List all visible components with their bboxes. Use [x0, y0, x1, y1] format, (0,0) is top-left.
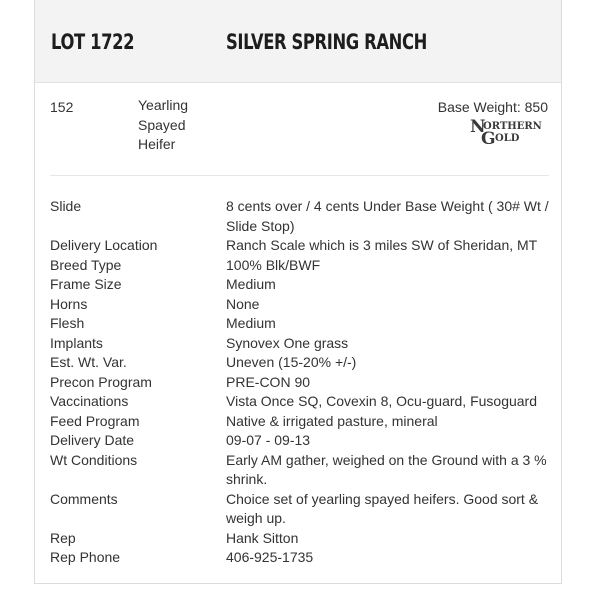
- detail-label: Est. Wt. Var.: [50, 354, 127, 370]
- detail-label: Delivery Location: [50, 237, 158, 253]
- detail-row: [50, 295, 550, 315]
- logo-text-part: N: [470, 117, 486, 137]
- northern-gold-logo: [468, 117, 550, 147]
- head-count: 152: [50, 99, 74, 115]
- detail-label: Comments: [50, 490, 118, 507]
- detail-row: [50, 490, 550, 529]
- logo-text-part: ORTHERN: [483, 121, 542, 132]
- detail-value: None: [226, 295, 260, 312]
- description-line: Spayed: [138, 116, 186, 133]
- detail-row: [50, 392, 550, 412]
- detail-value: PRE-CON 90: [226, 373, 311, 390]
- detail-value: Native & irrigated pasture, mineral: [226, 412, 438, 429]
- detail-label: Wt Conditions: [50, 451, 138, 468]
- detail-row: [50, 412, 550, 432]
- detail-row: [50, 451, 550, 490]
- detail-value: Medium: [226, 276, 276, 292]
- logo-text-part: G: [481, 129, 496, 147]
- detail-row: [50, 548, 550, 568]
- detail-row: [50, 275, 550, 295]
- detail-label: Flesh: [50, 315, 85, 331]
- cattle-description: [138, 96, 188, 155]
- detail-value: 09-07 - 09-13: [226, 432, 311, 448]
- detail-label: Delivery Date: [50, 432, 135, 448]
- detail-row: [50, 197, 550, 236]
- detail-label: Rep: [50, 529, 76, 546]
- detail-value: 8 cents over / 4 cents Under Base Weight ( 30# Wt / Slide Stop): [226, 198, 549, 234]
- detail-value: Choice set of yearling spayed heifers. Good sort & weigh up.: [226, 490, 539, 526]
- detail-row: [50, 431, 550, 451]
- ranch-name: SILVER SPRING RANCH: [226, 30, 427, 54]
- detail-row: [50, 529, 550, 549]
- lot-card: [34, 0, 562, 584]
- detail-row: [50, 314, 550, 334]
- detail-value: Uneven (15-20% +/-): [226, 354, 357, 370]
- detail-label: Rep Phone: [50, 549, 121, 565]
- detail-value: Vista Once SQ, Covexin 8, Ocu-guard, Fusoguard: [226, 393, 538, 409]
- detail-value: 100% Blk/BWF: [226, 256, 321, 273]
- detail-value: Hank Sitton: [226, 529, 299, 546]
- lot-details: [50, 197, 550, 568]
- logo-text-part: OLD: [495, 133, 520, 144]
- detail-label: Vaccinations: [50, 393, 129, 409]
- detail-label: Feed Program: [50, 412, 140, 429]
- detail-row: [50, 334, 550, 354]
- lot-number: LOT 1722: [51, 30, 135, 54]
- detail-row: [50, 256, 550, 276]
- section-divider: [50, 175, 549, 176]
- detail-label: Slide: [50, 198, 82, 214]
- detail-value: Ranch Scale which is 3 miles SW of Sheridan, MT: [226, 237, 538, 253]
- detail-row: [50, 373, 550, 393]
- detail-value: 406-925-1735: [226, 549, 314, 565]
- description-line: Yearling: [138, 97, 189, 113]
- detail-label: Implants: [50, 334, 103, 351]
- detail-label: Frame Size: [50, 276, 122, 292]
- detail-value: Medium: [226, 315, 276, 331]
- detail-label: Horns: [50, 295, 88, 312]
- detail-row: [50, 353, 550, 373]
- detail-value: Synovex One grass: [226, 334, 349, 351]
- description-line: Heifer: [138, 136, 176, 152]
- detail-label: Breed Type: [50, 256, 122, 273]
- base-weight: Base Weight: 850: [437, 99, 548, 115]
- detail-value: Early AM gather, weighed on the Ground with a 3 % shrink.: [226, 451, 547, 487]
- detail-row: [50, 236, 550, 256]
- lot-header: [35, 0, 561, 83]
- detail-label: Precon Program: [50, 373, 152, 390]
